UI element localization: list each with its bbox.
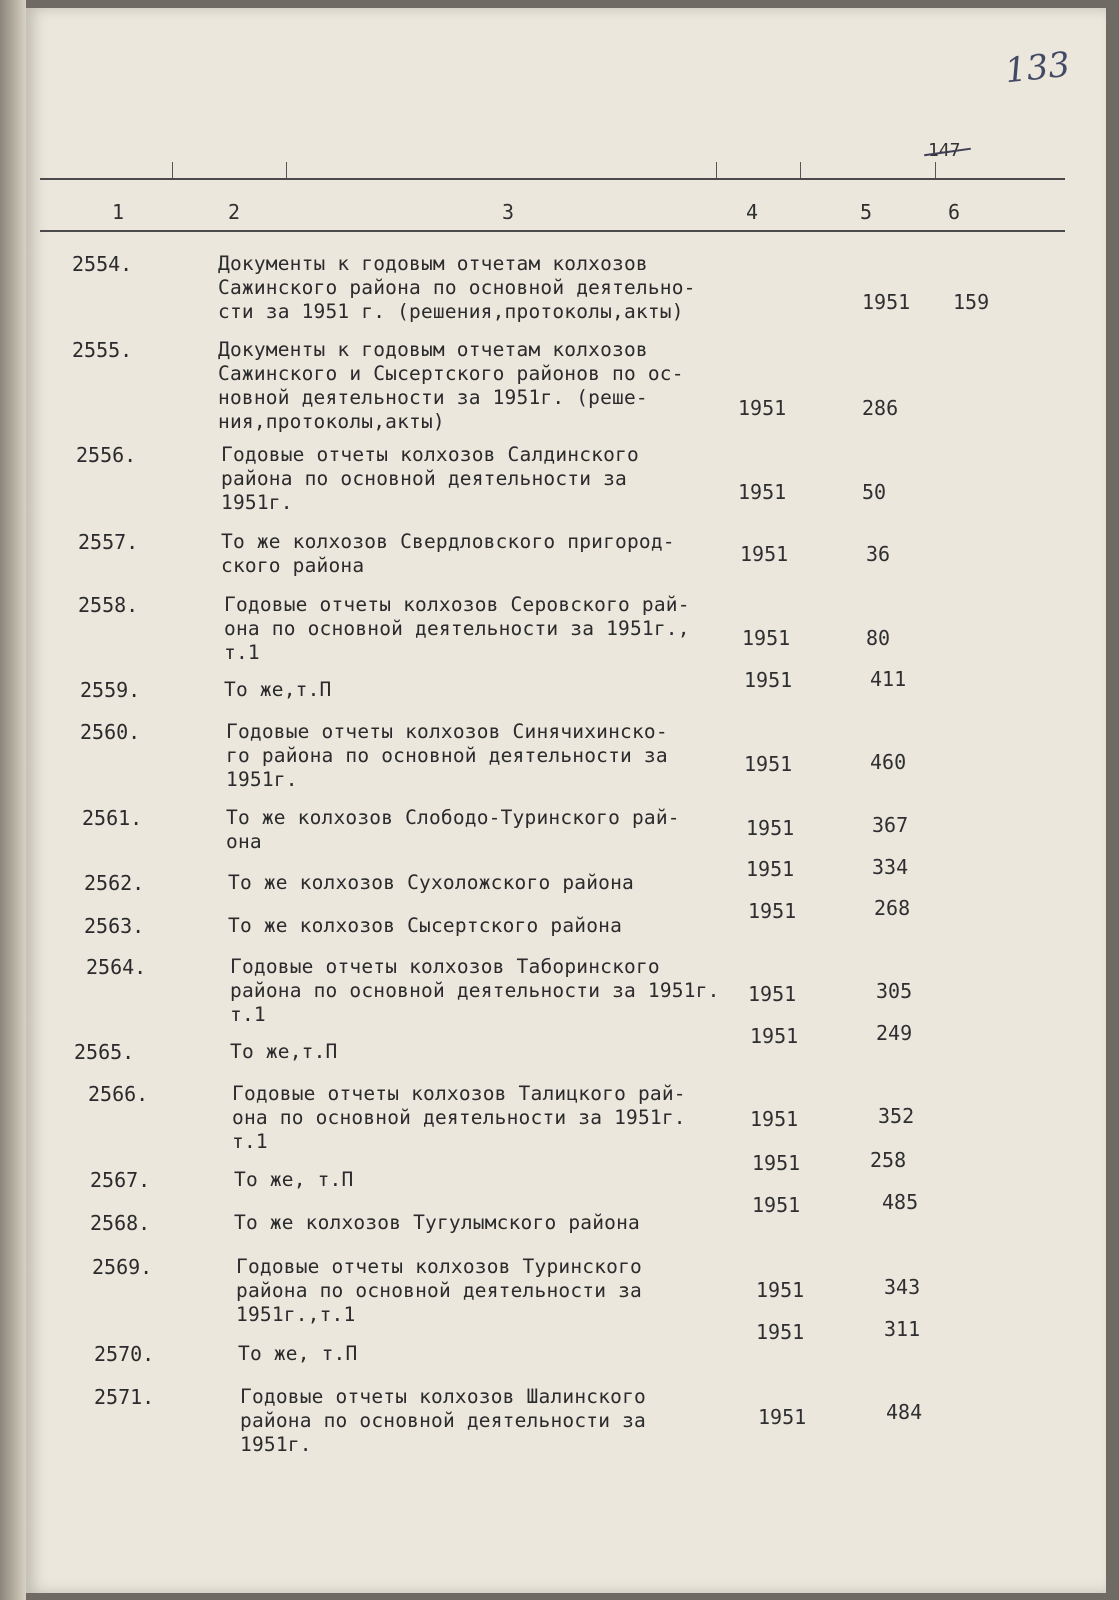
entry-sheet-count: 249 xyxy=(876,1021,913,1045)
entry-sheet-count: 286 xyxy=(862,396,899,420)
entry-sheet-count: 36 xyxy=(866,542,891,566)
column-tick xyxy=(172,162,173,178)
entry-sheet-count: 352 xyxy=(878,1104,915,1128)
handwritten-page-number: 133 xyxy=(1003,44,1072,92)
entry-number: 2566. xyxy=(88,1082,149,1106)
entry-year: 1951 xyxy=(740,542,789,566)
entry-sheet-count: 411 xyxy=(870,667,907,691)
entry-title: То же колхозов Сысертского района xyxy=(228,914,623,937)
entry-number: 2558. xyxy=(78,593,139,617)
entry-sheet-count: 311 xyxy=(884,1317,921,1341)
entry-sheet-count: 159 xyxy=(953,290,990,314)
entry-sheet-count: 305 xyxy=(876,979,913,1003)
entry-sheet-count: 50 xyxy=(862,480,887,504)
entry-sheet-count: 258 xyxy=(870,1148,907,1172)
entry-title: Документы к годовым отчетам колхозов Сажинского и Сысертского районов по ос- новной деятельности за 1951г. (реше- ния,протоколы,акты) xyxy=(218,338,684,433)
column-tick xyxy=(716,162,717,178)
column-tick xyxy=(286,162,287,178)
entry-title: То же колхозов Слободо-Туринского рай- она xyxy=(226,806,680,853)
column-tick xyxy=(935,162,936,178)
column-number-1: 1 xyxy=(112,200,125,224)
document-page xyxy=(26,8,1106,1593)
entry-number: 2564. xyxy=(86,955,147,979)
entry-title: Документы к годовым отчетам колхозов Сажинского района по основной деятельно- сти за 1951 г. (решения,протоколы,акты) xyxy=(218,252,696,323)
entry-sheet-count: 334 xyxy=(872,855,909,879)
entry-number: 2560. xyxy=(80,720,141,744)
entry-number: 2568. xyxy=(90,1211,151,1235)
entry-sheet-count: 367 xyxy=(872,813,909,837)
entry-title: Годовые отчеты колхозов Туринского района по основной деятельности за 1951г.,т.1 xyxy=(236,1255,642,1326)
column-number-5: 5 xyxy=(860,200,873,224)
entry-sheet-count: 485 xyxy=(882,1190,919,1214)
entry-number: 2571. xyxy=(94,1385,155,1409)
entry-year: 1951 xyxy=(738,480,787,504)
column-number-2: 2 xyxy=(228,200,241,224)
header-top-rule xyxy=(40,178,1065,180)
entry-title: То же колхозов Тугулымского района xyxy=(234,1211,640,1234)
entry-sheet-count: 460 xyxy=(870,750,907,774)
entry-number: 2562. xyxy=(84,871,145,895)
entry-number: 2565. xyxy=(74,1040,135,1064)
entry-title: То же колхозов Свердловского пригород- ского района xyxy=(221,530,675,577)
entry-number: 2563. xyxy=(84,914,145,938)
entry-title: То же, т.П xyxy=(238,1342,358,1365)
entry-year: 1951 xyxy=(748,982,797,1006)
entry-number: 2567. xyxy=(90,1168,151,1192)
header-bottom-rule xyxy=(40,230,1065,232)
entry-number: 2559. xyxy=(80,678,141,702)
entry-year: 1951 xyxy=(752,1151,801,1175)
entry-title: То же,т.П xyxy=(230,1040,338,1063)
column-number-6: 6 xyxy=(948,200,961,224)
entry-year: 1951 xyxy=(752,1193,801,1217)
entry-number: 2557. xyxy=(78,530,139,554)
entry-title: Годовые отчеты колхозов Синячихинско- го района по основной деятельности за 1951г. xyxy=(226,720,668,791)
entry-number: 2569. xyxy=(92,1255,153,1279)
entry-sheet-count: 80 xyxy=(866,626,891,650)
column-number-3: 3 xyxy=(502,200,515,224)
entry-year: 1951 xyxy=(746,816,795,840)
typed-page-number xyxy=(928,140,961,161)
column-tick xyxy=(800,162,801,178)
entry-sheet-count: 484 xyxy=(886,1400,923,1424)
entry-year: 1951 xyxy=(744,752,793,776)
entry-year: 1951 xyxy=(744,668,793,692)
entry-year: 1951 xyxy=(738,396,787,420)
binding-edge xyxy=(0,0,26,1600)
entry-number: 2555. xyxy=(72,338,133,362)
typed-page-number-value: 147 xyxy=(928,140,961,161)
column-number-4: 4 xyxy=(746,200,759,224)
entry-year: 1951 xyxy=(750,1107,799,1131)
entry-sheet-count: 268 xyxy=(874,896,911,920)
entry-number: 2554. xyxy=(72,252,133,276)
entry-title: Годовые отчеты колхозов Таборинского района по основной деятельности за 1951г. т.1 xyxy=(230,955,720,1026)
entry-number: 2556. xyxy=(76,443,137,467)
entry-number: 2561. xyxy=(82,806,143,830)
entry-year: 1951 xyxy=(746,857,795,881)
entry-title: То же колхозов Сухоложского района xyxy=(228,871,634,894)
entry-title: Годовые отчеты колхозов Талицкого рай- она по основной деятельности за 1951г. т.1 xyxy=(232,1082,686,1153)
entry-title: Годовые отчеты колхозов Салдинского района по основной деятельности за 1951г. xyxy=(221,443,639,514)
entry-year: 1951 xyxy=(862,290,911,314)
entry-title: Годовые отчеты колхозов Серовского рай- она по основной деятельности за 1951г., т.1 xyxy=(224,593,690,664)
entry-year: 1951 xyxy=(748,899,797,923)
entry-year: 1951 xyxy=(750,1024,799,1048)
entry-number: 2570. xyxy=(94,1342,155,1366)
entry-title: Годовые отчеты колхозов Шалинского района по основной деятельности за 1951г. xyxy=(240,1385,646,1456)
entry-title: То же, т.П xyxy=(234,1168,354,1191)
entry-year: 1951 xyxy=(742,626,791,650)
entry-year: 1951 xyxy=(756,1278,805,1302)
entry-title: То же,т.П xyxy=(224,678,332,701)
entry-sheet-count: 343 xyxy=(884,1275,921,1299)
entry-year: 1951 xyxy=(756,1320,805,1344)
entry-year: 1951 xyxy=(758,1405,807,1429)
